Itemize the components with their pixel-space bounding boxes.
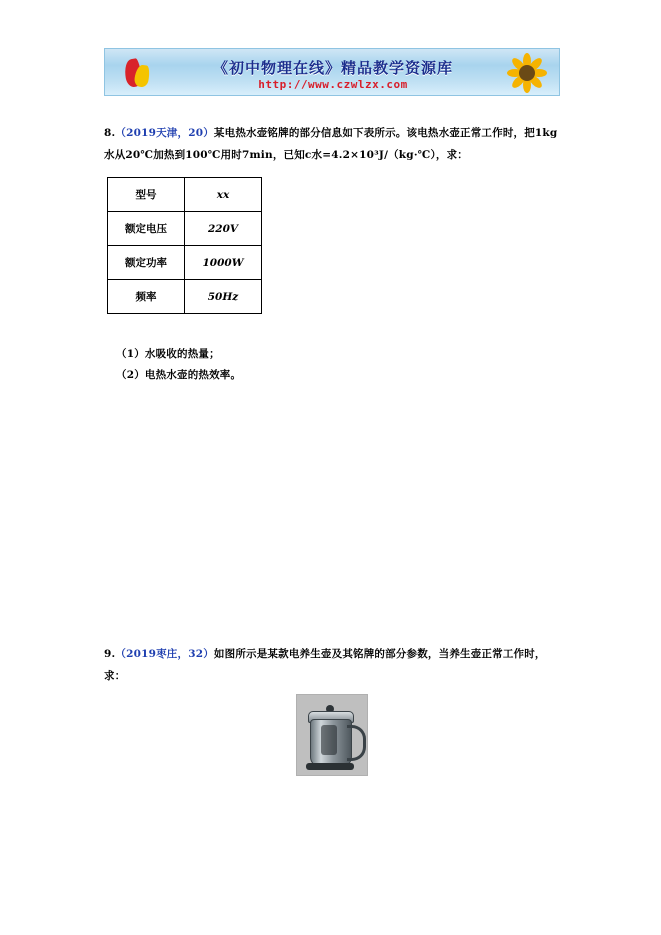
table-row xyxy=(108,212,262,246)
banner-title: 《初中物理在线》精品教学资源库 xyxy=(212,59,453,77)
table-cell-value: 1000W xyxy=(185,246,262,280)
table-cell-label: 型号 xyxy=(108,178,185,212)
table-row xyxy=(108,246,262,280)
table-cell-value: 50Hz xyxy=(185,280,262,314)
electric-health-kettle-photo xyxy=(296,694,368,776)
table-cell-value: 220V xyxy=(185,212,262,246)
question-8-sub-1: （1）水吸收的热量； xyxy=(116,348,220,360)
question-8-line-2: 水从20℃加热到100℃用时7min，已知c水=4.2×10³J/（kg·℃），求： xyxy=(104,149,469,161)
nameplate-table xyxy=(107,177,262,314)
question-9-line-2: 求： xyxy=(104,670,126,682)
question-8-line-1: 8.（2019天津，20）某电热水壶铭牌的部分信息如下表所示。该电热水壶正常工作时，把1kg xyxy=(104,127,558,139)
table-cell-value: xx xyxy=(185,178,262,212)
question-9-line-1: 9.（2019枣庄，32）如图所示是某款电养生壶及其铭牌的部分参数，当养生壶正常工作时， xyxy=(104,648,546,660)
site-banner xyxy=(104,48,560,96)
banner-url: http://www.czwlzx.com xyxy=(258,78,408,91)
table-cell-label: 额定电压 xyxy=(108,212,185,246)
question-8-sub-2: （2）电热水壶的热效率。 xyxy=(116,369,242,381)
table-row xyxy=(108,280,262,314)
table-cell-label: 额定功率 xyxy=(108,246,185,280)
table-row xyxy=(108,178,262,212)
sunflower-icon xyxy=(505,51,549,95)
table-cell-label: 频率 xyxy=(108,280,185,314)
